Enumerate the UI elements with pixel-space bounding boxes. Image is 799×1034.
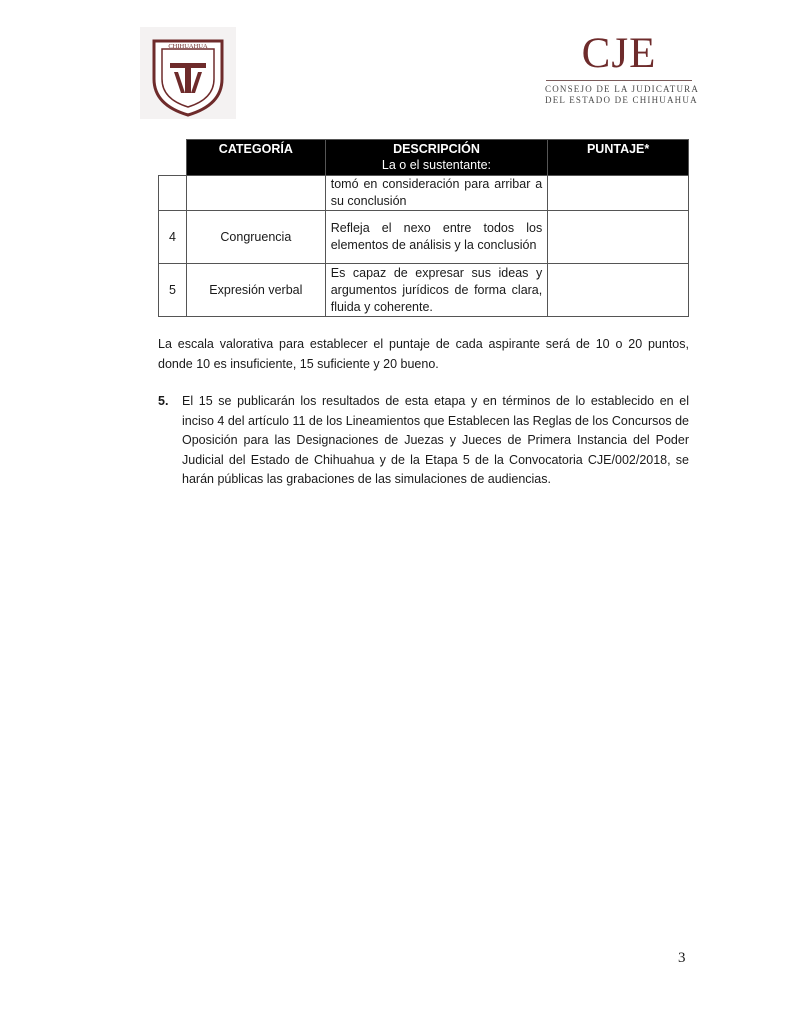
row-number: 4 — [159, 211, 187, 264]
item-5-text: El 15 se publicarán los resultados de esta etapa y en términos de lo establecido en el inciso 4 del artículo 11 de los Lineamientos que Establecen las Reglas de los Concursos de Oposición para las Designaciones de Juezas y Jueces de Primera Instancia del Poder Judicial del Estado de Chihuahua y de la Etapa 5 de la Convocatoria CJE/002/2018, se harán públicas las grabaciones de las simulaciones de audiencias. — [182, 394, 690, 486]
evaluation-table — [158, 139, 689, 317]
row-score — [548, 264, 689, 317]
svg-text:CHIHUAHUA: CHIHUAHUA — [168, 43, 208, 50]
row-description: Es capaz de expresar sus ideas y argumentos jurídicos de forma clara, fluida y coherente. — [325, 264, 548, 317]
cje-divider — [546, 80, 692, 81]
table-header-row — [159, 140, 689, 176]
row-score — [548, 211, 689, 264]
header-category: CATEGORÍA — [186, 140, 325, 176]
scale-paragraph: La escala valorativa para establecer el puntaje de cada aspirante será de 10 o 20 puntos, donde 10 es insuficiente, 15 suficiente y 20 bueno. — [158, 337, 689, 371]
table-row — [159, 176, 689, 211]
header-description — [325, 140, 548, 176]
cje-mark: CJE — [581, 30, 657, 77]
cje-logo — [545, 30, 700, 112]
header-score: PUNTAJE* — [548, 140, 689, 176]
item-number: 5. — [158, 394, 169, 408]
page-number: 3 — [678, 950, 686, 966]
cje-line-2: DEL ESTADO DE CHIHUAHUA — [545, 95, 698, 105]
header-description-sub: La o el sustentante: — [381, 158, 492, 172]
cje-line-1: CONSEJO DE LA JUDICATURA — [545, 84, 700, 94]
table-row — [159, 211, 689, 264]
row-score — [548, 176, 689, 211]
row-number: 5 — [159, 264, 187, 317]
row-category: Expresión verbal — [186, 264, 325, 317]
row-description: tomó en consideración para arribar a su conclusión — [325, 176, 548, 211]
row-number — [159, 176, 187, 211]
row-description: Refleja el nexo entre todos los elementos de análisis y la conclusión — [325, 211, 548, 264]
header-blank-cell — [159, 140, 187, 176]
header-description-title: DESCRIPCIÓN — [393, 142, 480, 156]
poder-judicial-seal-logo — [140, 27, 236, 119]
row-category: Congruencia — [186, 211, 325, 264]
row-category — [186, 176, 325, 211]
table-row — [159, 264, 689, 317]
